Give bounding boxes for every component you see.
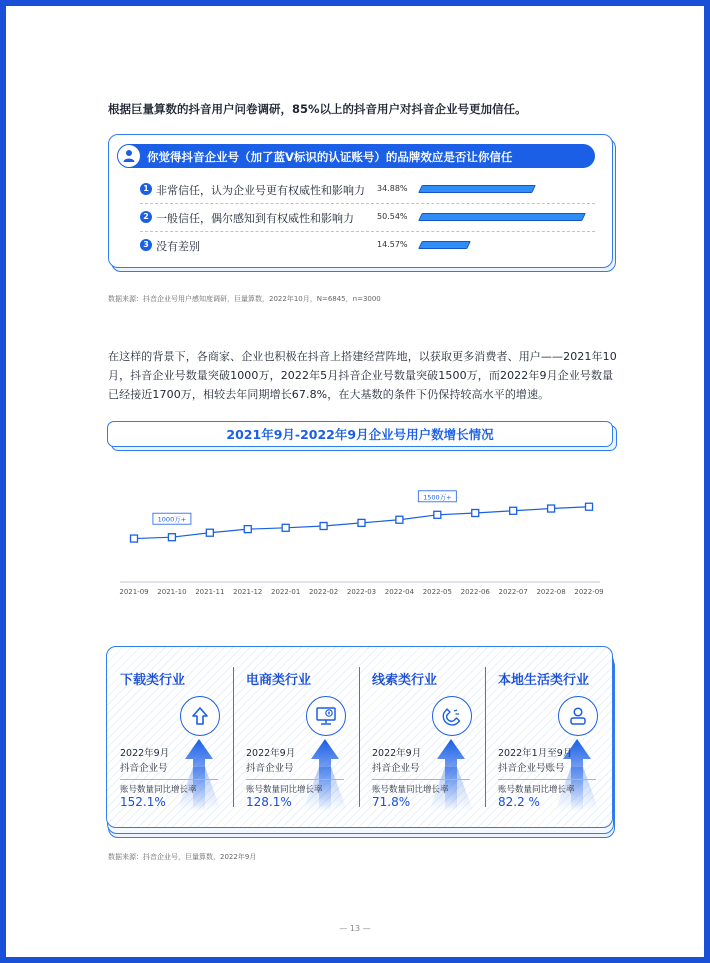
upload-arrow-icon	[180, 696, 220, 736]
industry-value: 71.8%	[372, 795, 411, 809]
data-point	[131, 535, 138, 542]
option-text: 没有差别	[156, 240, 200, 253]
divider	[246, 779, 344, 780]
divider	[498, 779, 596, 780]
data-point	[396, 516, 403, 523]
data-point	[168, 534, 175, 541]
option-bar	[418, 213, 586, 221]
x-tick-label: 2022-01	[271, 588, 301, 596]
industry-account: 抖音企业号账号	[498, 763, 565, 774]
industry-date: 2022年9月	[246, 748, 296, 759]
industry-date: 2022年1月至9月	[498, 748, 573, 759]
industry-metric: 账号数量同比增长率	[120, 785, 197, 795]
option-number: 3	[140, 239, 152, 251]
industry-date: 2022年9月	[372, 748, 422, 759]
survey-question: 你觉得抖音企业号（加了蓝V标识的认证账号）的品牌效应是否让你信任	[147, 150, 513, 164]
x-tick-label: 2021-10	[157, 588, 187, 596]
divider	[140, 231, 595, 232]
option-bar	[418, 241, 471, 249]
industry-account: 抖音企业号	[372, 763, 420, 774]
industry-value: 128.1%	[246, 795, 292, 809]
data-point	[586, 503, 593, 510]
option-number: 1	[140, 183, 152, 195]
industry-card	[485, 647, 611, 827]
industry-date: 2022年9月	[120, 748, 170, 759]
industry-title: 电商类行业	[246, 673, 312, 688]
page-number: — 13 —	[339, 924, 371, 933]
x-tick-label: 2022-06	[460, 588, 490, 596]
x-tick-label: 2022-09	[574, 588, 604, 596]
magnet-icon	[432, 696, 472, 736]
industry-value: 152.1%	[120, 795, 166, 809]
option-text: 一般信任，偶尔感知到有权威性和影响力	[156, 212, 354, 225]
industry-metric: 账号数量同比增长率	[498, 785, 575, 795]
x-tick-label: 2021-12	[233, 588, 263, 596]
intro-text: 根据巨量算数的抖音用户问卷调研，85%以上的抖音用户对抖音企业号更加信任。	[108, 102, 527, 116]
data-point	[282, 524, 289, 531]
x-tick-label: 2022-03	[346, 588, 377, 596]
source-note: 数据来源：抖音企业号用户感知度调研，巨量算数，2022年10月，N=6845，n=3000	[108, 295, 381, 303]
industry-metric: 账号数量同比增长率	[372, 785, 449, 795]
annotation-label: 1000万+	[157, 515, 187, 524]
survey-question-bar	[117, 144, 595, 168]
growth-arrow-icon	[293, 739, 357, 811]
industry-account: 抖音企业号	[246, 763, 294, 774]
data-point	[510, 507, 517, 514]
industry-card	[107, 647, 233, 827]
person-icon	[558, 696, 598, 736]
option-bar	[418, 185, 536, 193]
line-chart	[100, 470, 620, 605]
data-point	[244, 526, 251, 533]
industry-panel	[106, 646, 613, 828]
ecommerce-screen-icon	[306, 696, 346, 736]
data-point	[548, 505, 555, 512]
x-tick-label: 2022-02	[308, 588, 339, 596]
option-number: 2	[140, 211, 152, 223]
industry-metric: 账号数量同比增长率	[246, 785, 323, 795]
growth-arrow-icon	[167, 739, 231, 811]
industry-title: 下载类行业	[120, 673, 186, 688]
divider	[140, 203, 595, 204]
user-icon	[118, 145, 140, 167]
data-point	[434, 511, 441, 518]
data-point	[206, 529, 213, 536]
divider	[372, 779, 470, 780]
industry-account: 抖音企业号	[120, 763, 168, 774]
data-point	[320, 523, 327, 530]
option-percent: 50.54%	[377, 212, 408, 221]
option-percent: 34.88%	[377, 184, 408, 193]
data-point	[472, 510, 479, 517]
growth-arrow-icon	[419, 739, 483, 811]
x-tick-label: 2022-07	[498, 588, 528, 596]
option-percent: 14.57%	[377, 240, 408, 249]
data-point	[358, 519, 365, 526]
industry-title: 本地生活类行业	[498, 673, 590, 688]
divider	[120, 779, 218, 780]
annotation-label: 1500万+	[423, 493, 452, 502]
source-note: 数据来源：抖音企业号，巨量算数，2022年9月	[108, 853, 257, 861]
industry-title: 线索类行业	[372, 673, 438, 688]
chart-title: 2021年9月-2022年9月企业号用户数增长情况	[107, 421, 613, 447]
option-text: 非常信任，认为企业号更有权威性和影响力	[156, 184, 365, 197]
x-tick-label: 2021-09	[119, 588, 149, 596]
x-tick-label: 2022-04	[384, 588, 415, 596]
body-paragraph: 在这样的背景下，各商家、企业也积极在抖音上搭建经营阵地，以获取更多消费者、用户——2021年10月，抖音企业号数量突破1000万，2022年5月抖音企业号数量突破1500万，而2022年9月企业号数量已经接近1700万，相较去年同期增长67.8%，在大基数的条件下仍保持较高水平的增速。	[108, 350, 617, 401]
industry-card	[359, 647, 485, 827]
industry-card	[233, 647, 359, 827]
industry-value: 82.2 %	[498, 795, 540, 809]
x-tick-label: 2022-05	[422, 588, 452, 596]
x-tick-label: 2021-11	[195, 588, 225, 596]
x-tick-label: 2022-08	[536, 588, 566, 596]
